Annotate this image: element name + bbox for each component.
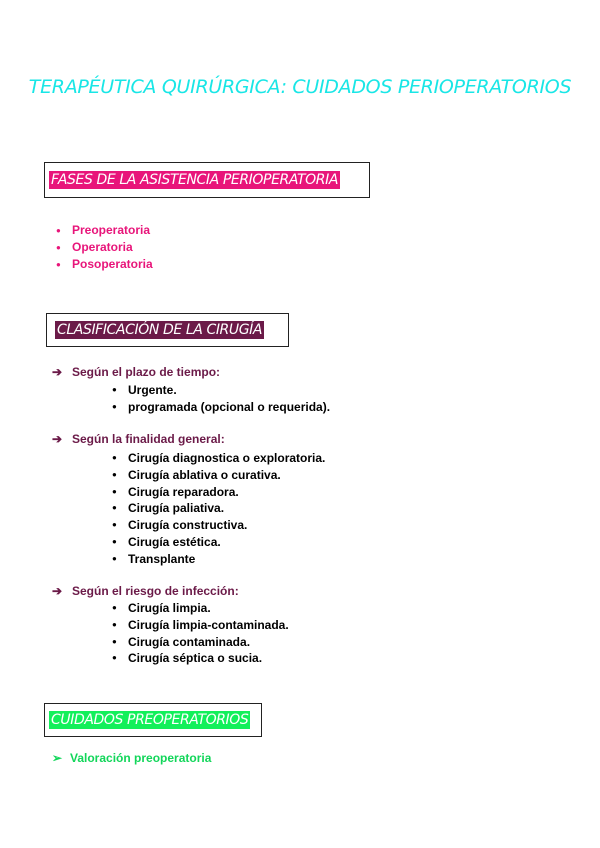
right-arrowhead-icon: ➢: [52, 751, 63, 765]
list-item: ● programada (opcional o requerida).: [112, 399, 330, 416]
group-list: [112, 382, 330, 416]
group-heading-label: Según el riesgo de infección:: [72, 584, 239, 598]
group-heading: [52, 365, 220, 379]
right-arrow-icon: ➔: [52, 365, 63, 379]
list-item: ● Cirugía diagnostica o exploratoria.: [112, 450, 325, 467]
section-heading-cuidados: [44, 703, 262, 737]
list-item: ● Cirugía estética.: [112, 534, 325, 551]
group-heading-label: Según el plazo de tiempo:: [72, 365, 221, 379]
list-item: ● Cirugía contaminada.: [112, 634, 289, 651]
list-item: ● Transplante: [112, 551, 325, 568]
list-item: ● Cirugía limpia-contaminada.: [112, 617, 289, 634]
group-list: [112, 600, 289, 667]
section-heading-clasificacion: [46, 313, 289, 347]
group-list: [112, 450, 325, 568]
list-item: ● Operatoria: [56, 239, 153, 256]
phases-list: [56, 222, 153, 273]
right-arrow-icon: ➔: [52, 432, 63, 446]
section-heading-fases-label: FASES DE LA ASISTENCIA PERIOPERATORIA: [51, 172, 339, 188]
list-item: ● Preoperatoria: [56, 222, 153, 239]
list-item: ● Urgente.: [112, 382, 330, 399]
list-item: ● Cirugía reparadora.: [112, 484, 325, 501]
list-item: ● Cirugía séptica o sucia.: [112, 650, 289, 667]
section-heading-clasificacion-label: CLASIFICACIÓN DE LA CIRUGÍA: [57, 322, 263, 338]
section-heading-fases: [44, 162, 370, 198]
cuidados-item-label: Valoración preoperatoria: [70, 751, 212, 765]
cuidados-item: [52, 751, 211, 765]
list-item: ● Cirugía paliativa.: [112, 500, 325, 517]
list-item: ● Posoperatoria: [56, 256, 153, 273]
list-item: ● Cirugía limpia.: [112, 600, 289, 617]
group-heading: [52, 432, 225, 446]
page-title: TERAPÉUTICA QUIRÚRGICA: CUIDADOS PERIOPERATORIOS: [28, 76, 572, 98]
group-heading-label: Según la finalidad general:: [72, 432, 225, 446]
group-heading: [52, 584, 239, 598]
right-arrow-icon: ➔: [52, 584, 63, 598]
list-item: ● Cirugía ablativa o curativa.: [112, 467, 325, 484]
section-heading-cuidados-label: CUIDADOS PREOPERATORIOS: [51, 712, 249, 728]
list-item: ● Cirugía constructiva.: [112, 517, 325, 534]
